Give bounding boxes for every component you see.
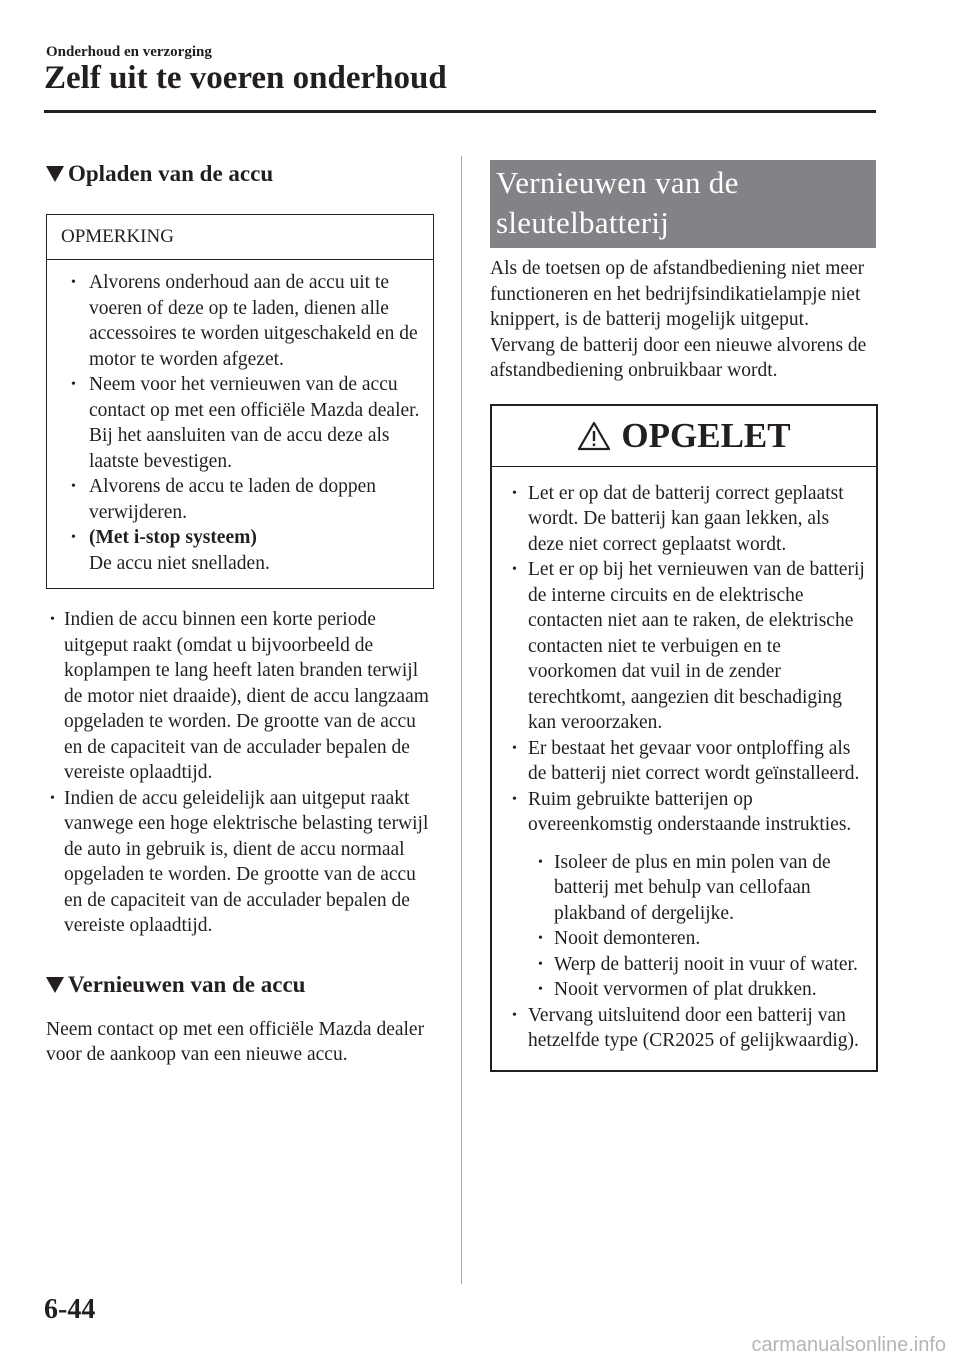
banner-line: sleutelbatterij	[496, 205, 670, 240]
caution-item: • Let er op dat de batterij correct geplaatst wordt. De batterij kan gaan lekken, als deze niet correct geplaatst wordt.	[502, 481, 868, 558]
intro-text-1: Als de toetsen op de afstandbediening niet meer functioneren en het bedrijfsindikatielampje niet knippert, is de batterij mogelijk uitgeput.	[490, 258, 865, 330]
istop-text: De accu niet snelladen.	[89, 552, 270, 574]
caution-header	[492, 406, 876, 467]
section-heading-text: Opladen van de accu	[68, 161, 274, 186]
list-item: • Indien de accu binnen een korte periode uitgeput raakt (omdat u bijvoorbeeld de koplampen te lang heeft laten branden terwijl de motor niet draaide), dient de accu langzaam opgeladen te worden. De grootte van de accu en de capaciteit van de acculader bepalen de vereiste oplaadtijd.	[46, 607, 434, 786]
intro-paragraph	[490, 256, 878, 384]
caution-box	[490, 404, 878, 1072]
section-heading-vernieuwen	[46, 969, 434, 1001]
triangle-marker-icon	[46, 166, 64, 182]
page-number: 6-44	[44, 1294, 96, 1325]
note-item: • Alvorens onderhoud aan de accu uit te voeren of deze op te laden, dienen alle accessoires te worden uitgeschakeld en de motor te worden afgezet.	[59, 270, 423, 372]
disposal-subitem: • Isoleer de plus en min polen van de batterij met behulp van cellofaan plakband of dergelijke.	[528, 850, 868, 927]
intro-text-2: Vervang de batterij door een nieuwe alvorens de afstandbediening onbruikbaar wordt.	[490, 334, 867, 381]
triangle-marker-icon	[46, 977, 64, 993]
note-box	[46, 214, 434, 589]
note-item: • Neem voor het vernieuwen van de accu contact op met een officiële Mazda dealer. Bij het aansluiten van de accu deze als laatste bevestigen.	[59, 372, 423, 474]
caution-item-disposal	[502, 787, 868, 1003]
caution-title: OPGELET	[621, 415, 791, 455]
title-divider	[44, 110, 876, 113]
chapter-label: Onderhoud en verzorging	[46, 44, 212, 60]
charging-bullets	[46, 607, 434, 939]
banner-line: Vernieuwen van de	[496, 165, 739, 200]
note-item: • Alvorens de accu te laden de doppen verwijderen.	[59, 474, 423, 525]
disposal-subitem: • Werp de batterij nooit in vuur of water.	[528, 952, 868, 978]
section-heading-opladen	[46, 158, 434, 190]
disposal-sublist	[528, 850, 868, 1003]
right-column	[490, 160, 878, 1072]
page-title: Zelf uit te voeren onderhoud	[44, 60, 447, 96]
caution-item: • Let er op bij het vernieuwen van de batterij de interne circuits en de elektrische contacten niet aan te raken, de elektrische contacten niet te verbuigen en te voorkomen dat vuil in de zender terechtkomt, aangezien dit beschadiging kan veroorzaken.	[502, 557, 868, 736]
caution-list	[492, 467, 876, 1070]
section-paragraph: Neem contact op met een officiële Mazda dealer voor de aankoop van een nieuwe accu.	[46, 1018, 425, 1065]
left-column	[46, 158, 434, 1068]
disposal-subitem: • Nooit demonteren.	[528, 926, 868, 952]
list-item: • Indien de accu geleidelijk aan uitgeput raakt vanwege een hoge elektrische belasting terwijl de auto in gebruik is, dient de accu normaal opgeladen te worden. De grootte van de accu en de capaciteit van de acculader bepalen de vereiste oplaadtijd.	[46, 786, 434, 939]
caution-item: • Vervang uitsluitend door een batterij van hetzelfde type (CR2025 of gelijkwaardig).	[502, 1003, 868, 1054]
note-item-istop	[59, 525, 423, 576]
section-banner	[490, 160, 876, 248]
section-heading-text: Vernieuwen van de accu	[68, 971, 306, 997]
istop-label: (Met i-stop systeem)	[89, 527, 257, 548]
disposal-subitem: • Nooit vervormen of plat drukken.	[528, 977, 868, 1003]
column-divider	[461, 156, 462, 1284]
disposal-text: Ruim gebruikte batterijen op overeenkomstig onderstaande instrukties.	[528, 788, 852, 835]
caution-item: • Er bestaat het gevaar voor ontploffing als de batterij niet correct wordt geïnstalleerd.	[502, 736, 868, 787]
note-heading: OPMERKING	[47, 215, 433, 260]
watermark: carmanualsonline.info	[751, 1334, 946, 1356]
note-list	[47, 260, 433, 588]
warning-triangle-icon	[577, 421, 611, 451]
